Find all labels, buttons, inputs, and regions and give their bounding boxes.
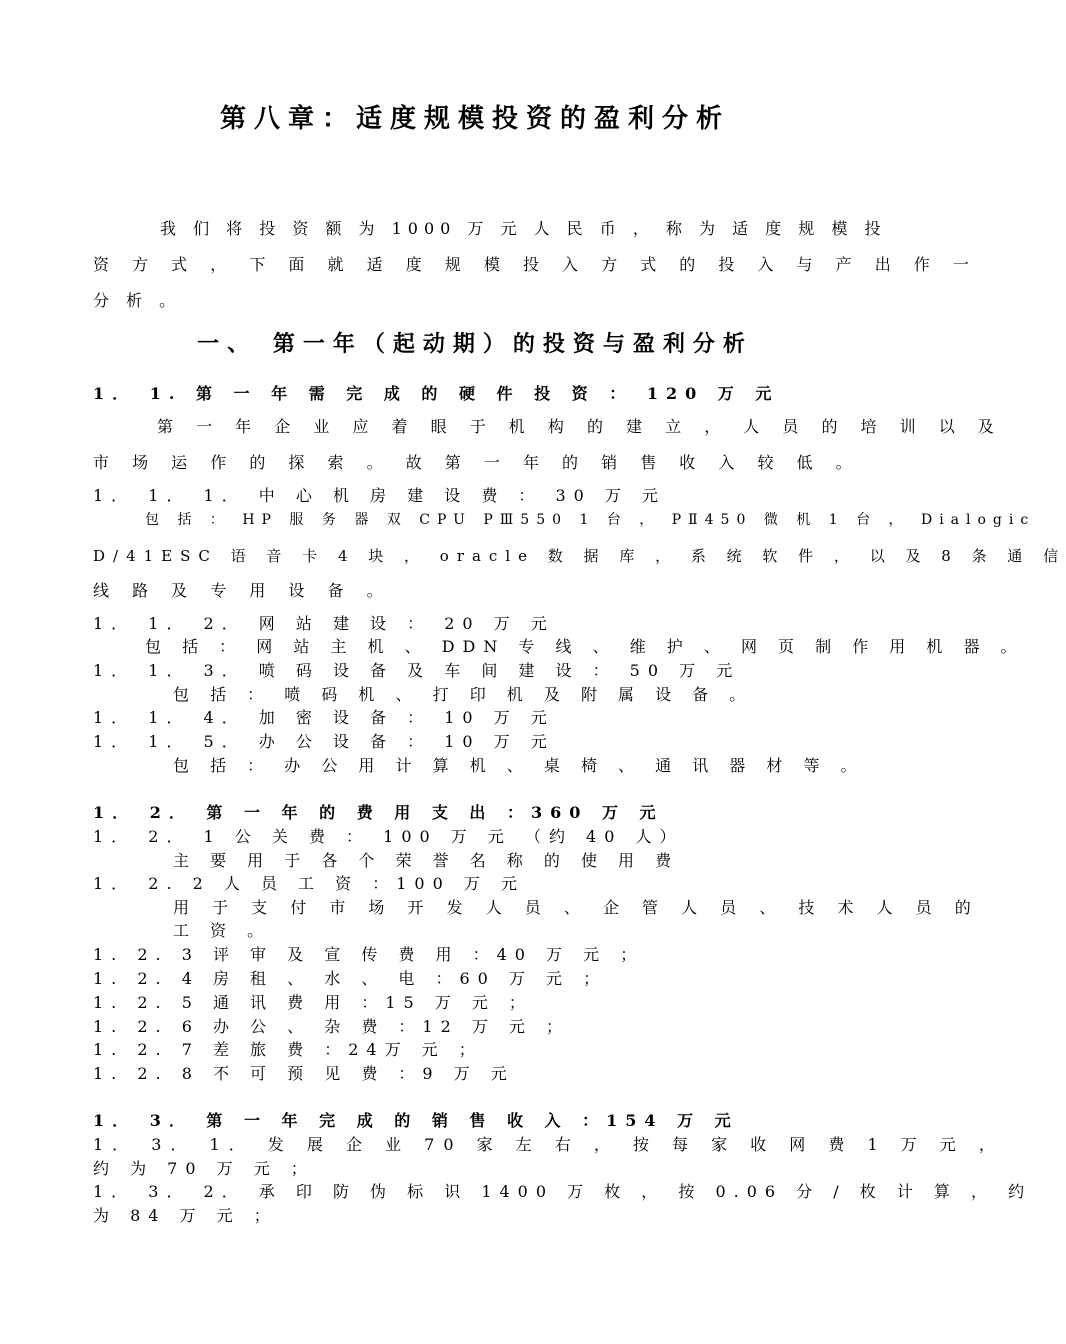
heading-1-2-2: 1． 2. 2 人 员 工 资 ：100 万 元: [93, 874, 525, 893]
intro-line-1: 我 们 将 投 资 额 为 1000 万 元 人 民 币 ， 称 为 适 度 规 模 投: [160, 219, 887, 238]
heading-1-1-4: 1． 1． 4． 加 密 设 备 ： 10 万 元: [93, 708, 555, 727]
paragraph: 约 为 70 万 元 ；: [93, 1159, 315, 1178]
intro-line-3: 分 析 。: [93, 291, 182, 310]
paragraph: D/41ESC 语 音 卡 4 块 ， oracle 数 据 库 ， 系 统 软 件 ， 以 及 8 条 通 信: [93, 547, 1066, 565]
heading-1-2-4: 1. 2. 4 房 租 、 水 、 电 ：60 万 元 ；: [93, 969, 608, 988]
heading-1-2-5: 1. 2. 5 通 讯 费 用 ：15 万 元 ；: [93, 993, 533, 1012]
paragraph: 第 一 年 企 业 应 着 眼 于 机 构 的 建 立 ， 人 员 的 培 训 以 及: [157, 417, 1003, 436]
paragraph: 工 资 。: [173, 921, 272, 940]
heading-1-3-2: 1． 3． 2． 承 印 防 伪 标 识 1400 万 枚 ， 按 0.06 分 / 枚 计 算 ， 约: [93, 1182, 1033, 1201]
paragraph: 线 路 及 专 用 设 备 。: [93, 581, 392, 600]
heading-1-2: 1． 2． 第 一 年 的 费 用 支 出 ：360 万 元: [93, 803, 664, 822]
heading-1-1-5: 1． 1． 5． 办 公 设 备 ： 10 万 元: [93, 732, 555, 751]
heading-1-1-3: 1． 1． 3． 喷 码 设 备 及 车 间 建 设 ： 50 万 元: [93, 661, 741, 680]
heading-1-2-7: 1. 2. 7 差 旅 费 ：24万 元 ；: [93, 1040, 483, 1059]
heading-1-2-6: 1. 2. 6 办 公 、 杂 费 ：12 万 元 ；: [93, 1017, 571, 1036]
heading-1-3: 1． 3． 第 一 年 完 成 的 销 售 收 入 ：154 万 元: [93, 1111, 739, 1130]
paragraph: 主 要 用 于 各 个 荣 誉 名 称 的 使 用 费: [173, 851, 680, 870]
heading-1-1-2: 1． 1． 2． 网 站 建 设 ： 20 万 元: [93, 614, 555, 633]
paragraph: 包 括 ： HP 服 务 器 双 CPU PⅢ550 1 台 ， PⅡ450 微 机 1 台 ， Dialogic: [145, 512, 1036, 528]
paragraph: 为 84 万 元 ；: [93, 1206, 278, 1225]
heading-1-1: 1． 1. 第 一 年 需 完 成 的 硬 件 投 资 ： 120 万 元: [93, 384, 780, 403]
paragraph: 包 括 ： 办 公 用 计 算 机 、 桌 椅 、 通 讯 器 材 等 。: [173, 756, 865, 775]
paragraph: 包 括 ： 网 站 主 机 、 DDN 专 线 、 维 护 、 网 页 制 作 用 机 器 。: [145, 637, 1025, 656]
paragraph: 包 括 ： 喷 码 机 、 打 印 机 及 附 属 设 备 。: [173, 685, 754, 704]
heading-1-2-1: 1． 2． 1 公 关 费 ： 100 万 元 （约 40 人）: [93, 827, 684, 846]
heading-1-3-1: 1． 3． 1． 发 展 企 业 70 家 左 右 ， 按 每 家 收 网 费 1 万 元 ，: [93, 1135, 1004, 1154]
intro-line-2: 资 方 式 ， 下 面 就 适 度 规 模 投 入 方 式 的 投 入 与 产 出 作 一: [93, 255, 978, 274]
section-heading: 一、 第一年（起动期）的投资与盈利分析: [197, 332, 753, 357]
paragraph: 市 场 运 作 的 探 索 。 故 第 一 年 的 销 售 收 入 较 低 。: [93, 453, 861, 472]
heading-1-2-8: 1. 2. 8 不 可 预 见 费 ：9 万 元: [93, 1064, 515, 1083]
heading-1-2-3: 1. 2. 3 评 审 及 宣 传 费 用 ：40 万 元 ；: [93, 945, 645, 964]
heading-1-1-1: 1． 1． 1． 中 心 机 房 建 设 费 ： 30 万 元: [93, 486, 667, 505]
paragraph: 用 于 支 付 市 场 开 发 人 员 、 企 管 人 员 、 技 术 人 员 的: [173, 898, 980, 917]
page-title: 第八章：适度规模投资的盈利分析: [219, 104, 730, 134]
